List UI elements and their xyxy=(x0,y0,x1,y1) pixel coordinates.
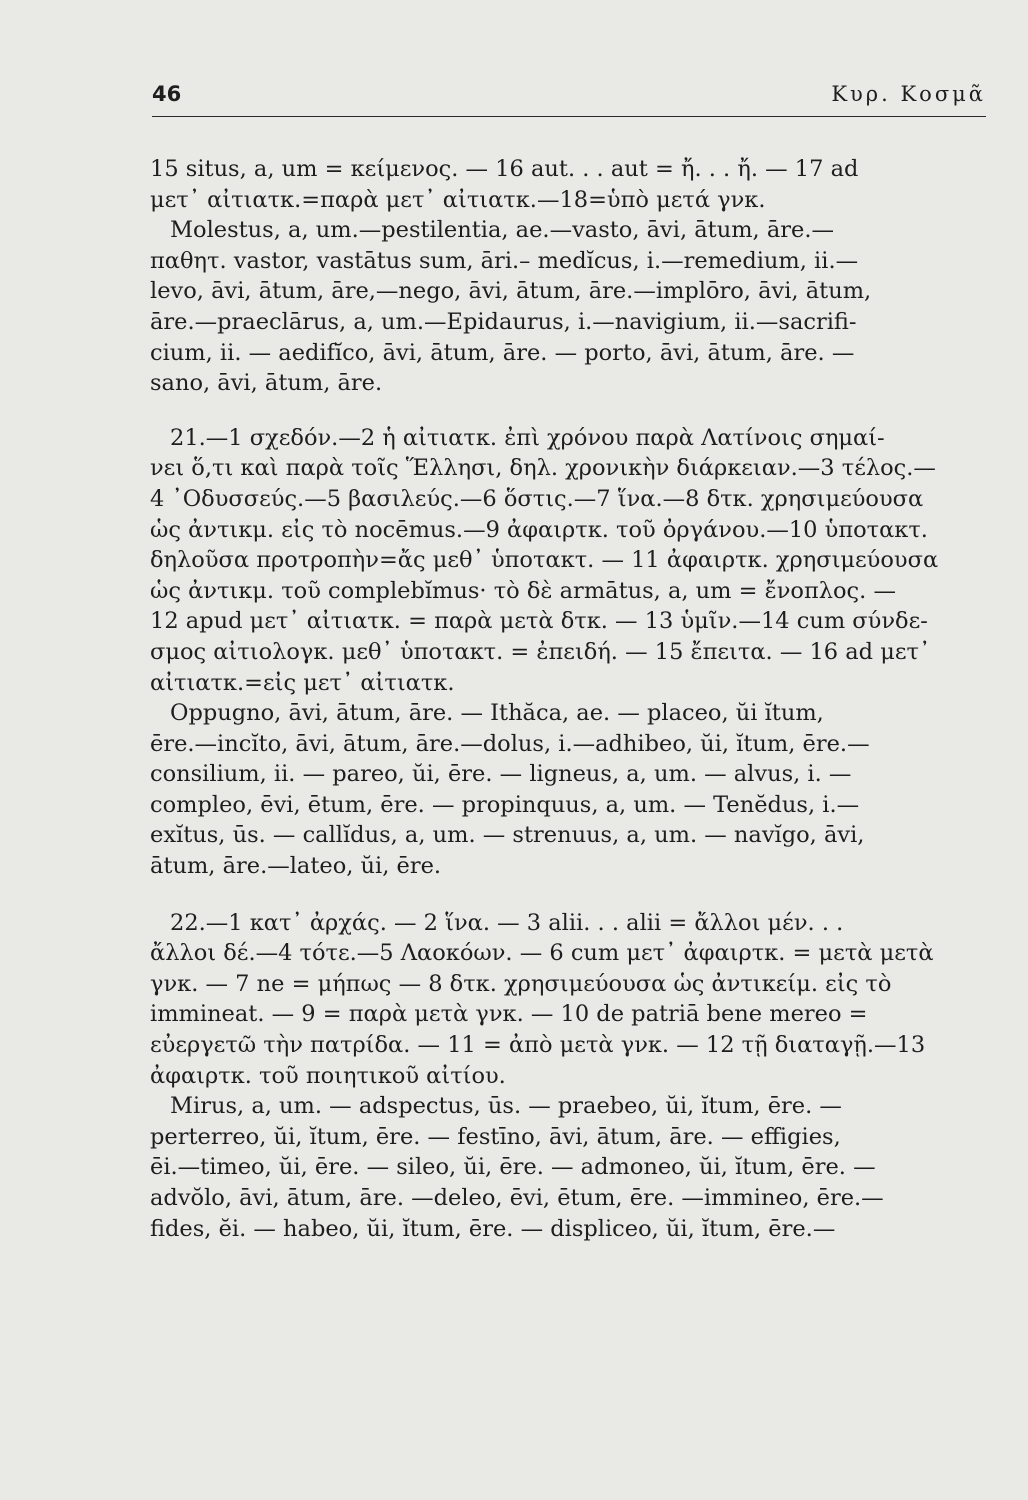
text-line: ēre.—incĭto, āvi, ātum, āre.—dolus, i.—adhibeo, ŭi, ĭtum, ēre.— xyxy=(150,730,870,757)
text-line: 21.—1 σχεδόν.—2 ἡ αἰτιατκ. ἐπὶ χρόνου παρὰ Λατίνοις σημαί- xyxy=(170,424,885,451)
text-line: ēi.—timeo, ŭi, ēre. — sileo, ŭi, ēre. — admoneo, ŭi, ĭtum, ēre. — xyxy=(150,1154,876,1181)
text-line: ἀφαιρτκ. τοῦ ποιητικοῦ αἰτίου. xyxy=(150,1062,506,1089)
text-line: compleo, ēvi, ētum, ēre. — propinquus, a, um. — Tenĕdus, i.— xyxy=(150,791,860,818)
text-line: σμος αἰτιολογκ. μεθ᾽ ὑποτακτ. = ἐπειδή. — 15 ἔπειτα. — 16 ad μετ᾽ xyxy=(150,638,931,665)
page-header xyxy=(152,80,986,117)
notes-block xyxy=(150,154,986,215)
text-line: advŏlo, āvi, ātum, āre. —deleo, ēvi, ētum, ēre. —immineo, ēre.— xyxy=(150,1185,884,1211)
text-line: εὐεργετῶ τὴν πατρίδα. — 11 = ἀπὸ μετὰ γνκ. — 12 τῇ διαταγῇ.—13 xyxy=(150,1032,926,1059)
text-line: sano, āvi, ātum, āre. xyxy=(150,370,383,397)
text-line: exĭtus, ūs. — callĭdus, a, um. — strenuus, a, um. — navĭgo, āvi, xyxy=(150,822,865,849)
page-body xyxy=(150,154,986,1244)
running-head: Κυρ. Κοσμᾶ xyxy=(831,82,986,106)
text-line: ἄλλοι δέ.—4 τότε.—5 Λαοκόων. — 6 cum μετ᾽ ἀφαιρτκ. = μετὰ μετὰ xyxy=(150,940,934,967)
text-line: āre.—praeclārus, a, um.—Epidaurus, i.—navigium, ii.—sacrifi- xyxy=(150,308,857,335)
text-line: 12 apud μετ᾽ αἰτιατκ. = παρὰ μετὰ δτκ. — 13 ὑμῖν.—14 cum σύνδε- xyxy=(150,608,928,635)
vocab-block xyxy=(150,215,986,399)
text-line: Molestus, a, um.—pestilentia, ae.—vasto, āvi, ātum, āre.— xyxy=(170,217,834,244)
text-line: νει ὅ,τι καὶ παρὰ τοῖς Ἕλλησι, δηλ. χρονικὴν διάρκειαν.—3 τέλος.— xyxy=(150,455,936,482)
text-line: Mirus, a, um. — adspectus, ūs. — praebeo, ŭi, ĭtum, ēre. — xyxy=(170,1093,842,1120)
vocab-block xyxy=(150,1091,986,1244)
text-line: immineat. — 9 = παρὰ μετὰ γνκ. — 10 de patriā bene mereo = xyxy=(150,1001,868,1028)
text-line: Oppugno, āvi, ātum, āre. — Ithăca, ae. — placeo, ŭi ĭtum, xyxy=(170,700,824,727)
text-line: ὡς ἀντικμ. τοῦ complebĭmus· τὸ δὲ armātus, a, um = ἔνοπλος. — xyxy=(150,577,896,604)
section-21 xyxy=(150,423,986,698)
spacer xyxy=(150,399,986,423)
page-number: 46 xyxy=(152,82,182,106)
text-line: 4 ᾿Οδυσσεύς.—5 βασιλεύς.—6 ὅστις.—7 ἵνα.—8 δτκ. χρησιμεύουσα xyxy=(150,485,924,512)
text-line: δηλοῦσα προτροπὴν=ἄς μεθ᾽ ὑποτακτ. — 11 ἀφαιρτκ. χρησιμεύουσα xyxy=(150,547,939,574)
text-line: ātum, āre.—lateo, ŭi, ēre. xyxy=(150,853,442,880)
text-line: 15 situs, a, um = κείμενος. — 16 aut. . . aut = ἤ. . . ἤ. — 17 ad xyxy=(150,156,859,182)
text-line: consilium, ii. — pareo, ŭi, ēre. — ligneus, a, um. — alvus, i. — xyxy=(150,761,852,788)
text-line: αἰτιατκ.=εἰς μετ᾽ αἰτιατκ. xyxy=(150,669,455,696)
text-line: γνκ. — 7 ne = μήπως — 8 δτκ. χρησιμεύουσα ὡς ἀντικείμ. εἰς τὸ xyxy=(150,970,892,997)
text-line: perterreo, ŭi, ĭtum, ēre. — festīno, āvi, ātum, āre. — effigies, xyxy=(150,1123,841,1150)
spacer xyxy=(150,882,986,908)
vocab-block xyxy=(150,698,986,882)
text-line: cium, ii. — aedifĭco, āvi, ātum, āre. — porto, āvi, ātum, āre. — xyxy=(150,339,855,366)
text-line: levo, āvi, ātum, āre,—nego, āvi, ātum, āre.—implōro, āvi, ātum, xyxy=(150,278,872,305)
text-line: παθητ. vastor, vastātus sum, āri.– medĭcus, i.—remedium, ii.— xyxy=(150,247,859,274)
text-line: 22.—1 κατ᾽ ἀρχάς. — 2 ἵνα. — 3 alii. . . alii = ἄλλοι μέν. . . xyxy=(170,909,844,936)
text-line: ὡς ἀντικμ. εἰς τὸ nocēmus.—9 ἀφαιρτκ. τοῦ ὀργάνου.—10 ὑποτακτ. xyxy=(150,516,928,543)
text-line: fides, ĕi. — habeo, ŭi, ĭtum, ēre. — displiceo, ŭi, ĭtum, ēre.— xyxy=(150,1215,836,1242)
text-line: μετ᾽ αἰτιατκ.=παρὰ μετ᾽ αἰτιατκ.—18=ὑπὸ μετά γνκ. xyxy=(150,186,766,213)
section-22 xyxy=(150,908,986,1092)
